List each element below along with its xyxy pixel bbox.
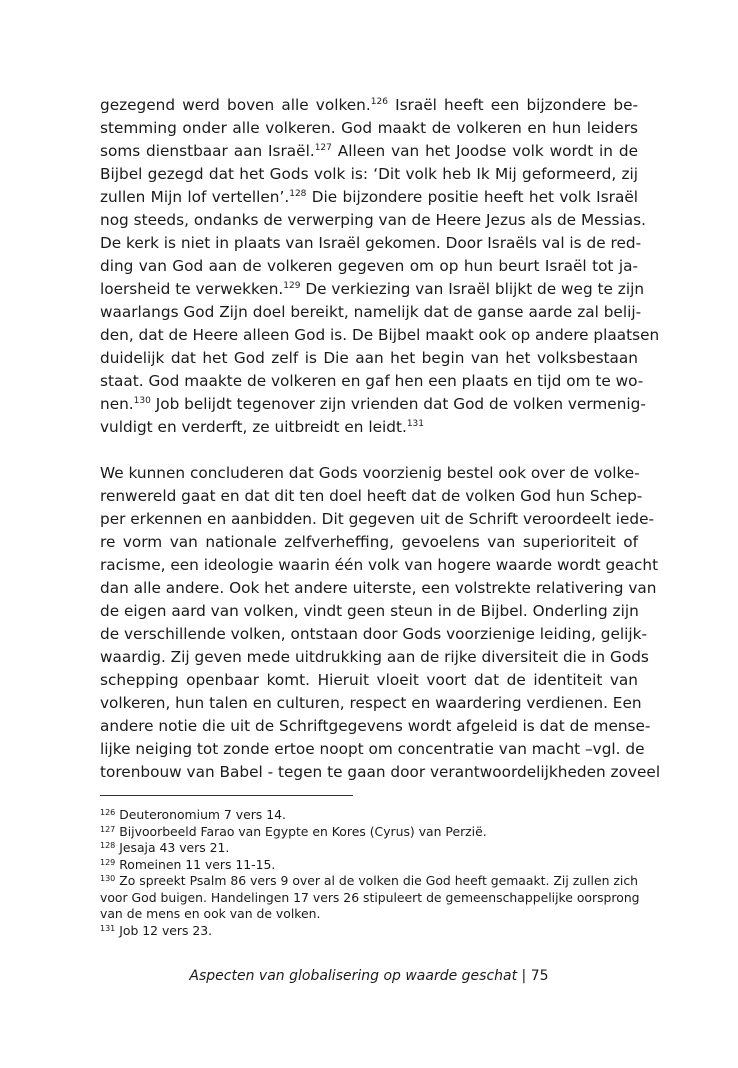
text-line: Bijbel gezegd dat het Gods volk is: ‘Dit volk heb Ik Mij geformeerd, zij <box>100 165 638 183</box>
footnote-ref: 129 <box>283 281 301 291</box>
text-line: den, dat de Heere alleen God is. De Bijbel maakt ook op andere plaatsen <box>100 326 660 344</box>
footnote-130: $^{130}$ Zo spreekt Psalm 86 vers 9 over al de volken die God heeft gemaakt. Zij zullen zich <box>100 873 638 888</box>
text-line: renwereld gaat en dat dit ten doel heeft dat de volken God hun Schep- <box>100 487 643 505</box>
text-line: nen.$^{130}$ Job belijdt tegenover zijn vrienden dat God de volken vermenig- <box>100 395 646 413</box>
footnote-130-continued: van de mens en ook van de volken. <box>100 906 321 921</box>
text-line: soms dienstbaar aan Israël.$^{127}$ Alleen van het Joodse volk wordt in de <box>100 142 638 160</box>
footnote-ref: 131 <box>406 419 425 429</box>
text-line: dan alle andere. Ook het andere uiterste, een volstrekte relativering van <box>100 579 657 597</box>
text-line: vuldigt en verderft, ze uitbreidt en leidt.$^{131}$ <box>100 418 425 436</box>
text-line: duidelijk dat het God zelf is Die aan het begin van het volksbestaan <box>100 349 638 367</box>
text-line: loersheid te verwekken.$^{129}$ De verkiezing van Israël blijkt de weg te zijn <box>100 280 645 298</box>
text-line: stemming onder alle volkeren. God maakt de volkeren en hun leiders <box>100 119 638 137</box>
footnote-ref: 128 <box>289 189 307 199</box>
text-line: lijke neiging tot zonde ertoe noopt om concentratie van macht –vgl. de <box>100 740 645 758</box>
text-line: schepping openbaar komt. Hieruit vloeit voort dat de identiteit van <box>100 671 638 689</box>
footnote-130-continued: voor God buigen. Handelingen 17 vers 26 stipuleert de gemeenschappelijke oorsprong <box>100 889 640 905</box>
text-line: ding van God aan de volkeren gegeven om op hun beurt Israël tot ja- <box>100 257 638 275</box>
text-line: racisme, een ideologie waarin één volk van hogere waarde wordt geacht <box>100 556 659 574</box>
text-line: volkeren, hun talen en culturen, respect en waardering verdienen. Een <box>100 694 642 712</box>
footnote-131: $^{131}$ Job 12 vers 23. <box>100 922 213 938</box>
text-line: de verschillende volken, ontstaan door Gods voorzienige leiding, gelijk- <box>100 625 648 643</box>
text-line: de eigen aard van volken, vindt geen steun in de Bijbel. Onderling zijn <box>100 602 639 620</box>
page-number: 75 <box>530 968 549 984</box>
text-line: nog steeds, ondanks de verwerping van de Heere Jezus als de Messias. <box>100 211 646 229</box>
footer-separator: | <box>517 968 531 984</box>
text-line: andere notie die uit de Schriftgegevens wordt afgeleid is dat de mense- <box>100 717 651 735</box>
text-line: waardig. Zij geven mede uitdrukking aan de rijke diversiteit die in Gods <box>100 648 649 666</box>
text-line: waarlangs God Zijn doel bereikt, namelijk dat de ganse aarde zal belij- <box>100 303 642 321</box>
footnote-127: $^{127}$ Bijvoorbeeld Farao van Egypte en Kores (Cyrus) van Perzië. <box>100 823 487 839</box>
footnote-ref: 126 <box>370 97 388 107</box>
text-line: torenbouw van Babel - tegen te gaan door verantwoordelijkheden zoveel <box>100 763 661 781</box>
text-line: staat. God maakte de volkeren en gaf hen een plaats en tijd om te wo- <box>100 372 644 390</box>
page-footer <box>0 966 738 986</box>
text-line: gezegend werd boven alle volken.$^{126}$ Israël heeft een bijzondere be- <box>100 96 638 114</box>
text-line: re vorm van nationale zelfverheffing, gevoelens van superioriteit of <box>100 533 638 551</box>
text-line: per erkennen en aanbidden. Dit gegeven uit de Schrift veroordeelt iede- <box>100 510 655 528</box>
footnote-128: $^{128}$ Jesaja 43 vers 21. <box>100 840 230 855</box>
text-line: De kerk is niet in plaats van Israël gekomen. Door Israëls val is de red- <box>100 234 642 252</box>
footnote-126: $^{126}$ Deuteronomium 7 vers 14. <box>100 807 286 822</box>
footnote-129: $^{129}$ Romeinen 11 vers 11-15. <box>100 856 276 872</box>
footnote-ref: 130 <box>133 396 151 406</box>
text-line: We kunnen concluderen dat Gods voorzienig bestel ook over de volke- <box>100 464 640 482</box>
running-title: Aspecten van globalisering op waarde geschat <box>189 968 518 984</box>
footnote-ref: 127 <box>314 143 332 153</box>
text-line: zullen Mijn lof vertellen’.$^{128}$ Die bijzondere positie heeft het volk Israël <box>100 188 638 206</box>
footnote-separator <box>100 795 353 796</box>
